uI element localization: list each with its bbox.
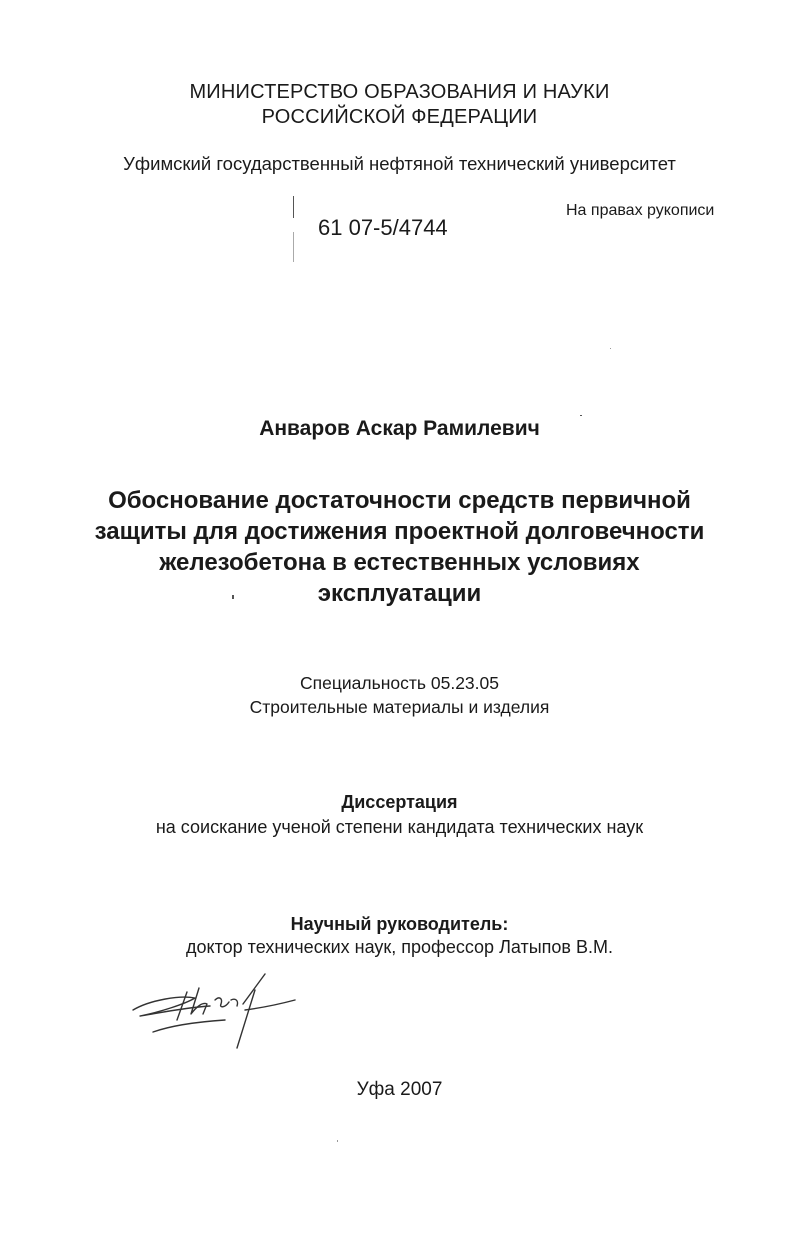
title-line: защиты для достижения проектной долговечности — [94, 518, 705, 545]
ministry-line-1: МИНИСТЕРСТВО ОБРАЗОВАНИЯ И НАУКИ — [189, 81, 610, 103]
university-name: Уфимский государственный нефтяной технический университет — [123, 153, 676, 174]
thesis-label: Диссертация — [341, 792, 458, 812]
signature-image — [125, 970, 300, 1050]
author-name: Анваров Аскар Рамилевич — [259, 417, 540, 440]
specialty-block — [0, 671, 799, 719]
supervisor-name: доктор технических наук, профессор Латыпов В.М. — [186, 937, 613, 957]
scan-speck — [337, 1140, 338, 1142]
dissertation-title — [0, 485, 799, 609]
archive-number: 61 07-5/4744 — [318, 215, 448, 240]
scan-speck — [580, 415, 582, 416]
ministry-line-2: РОССИЙСКОЙ ФЕДЕРАЦИИ — [261, 106, 538, 128]
supervisor-label: Научный руководитель: — [290, 914, 509, 934]
scan-speck — [610, 348, 611, 349]
ministry-header — [0, 80, 799, 130]
specialty-code: Специальность 05.23.05 — [300, 673, 499, 693]
scan-speck — [232, 595, 234, 599]
title-line: Обоснование достаточности средств первичной — [108, 487, 691, 514]
rights-note: На правах рукописи — [566, 202, 715, 219]
specialty-name: Строительные материалы и изделия — [249, 697, 550, 717]
margin-mark — [293, 196, 294, 218]
thesis-purpose: на соискание ученой степени кандидата технических наук — [155, 817, 644, 837]
title-line: железобетона в естественных условиях — [159, 549, 640, 576]
title-line: эксплуатации — [317, 580, 482, 607]
city-year: Уфа 2007 — [356, 1079, 443, 1100]
margin-mark — [293, 232, 294, 262]
